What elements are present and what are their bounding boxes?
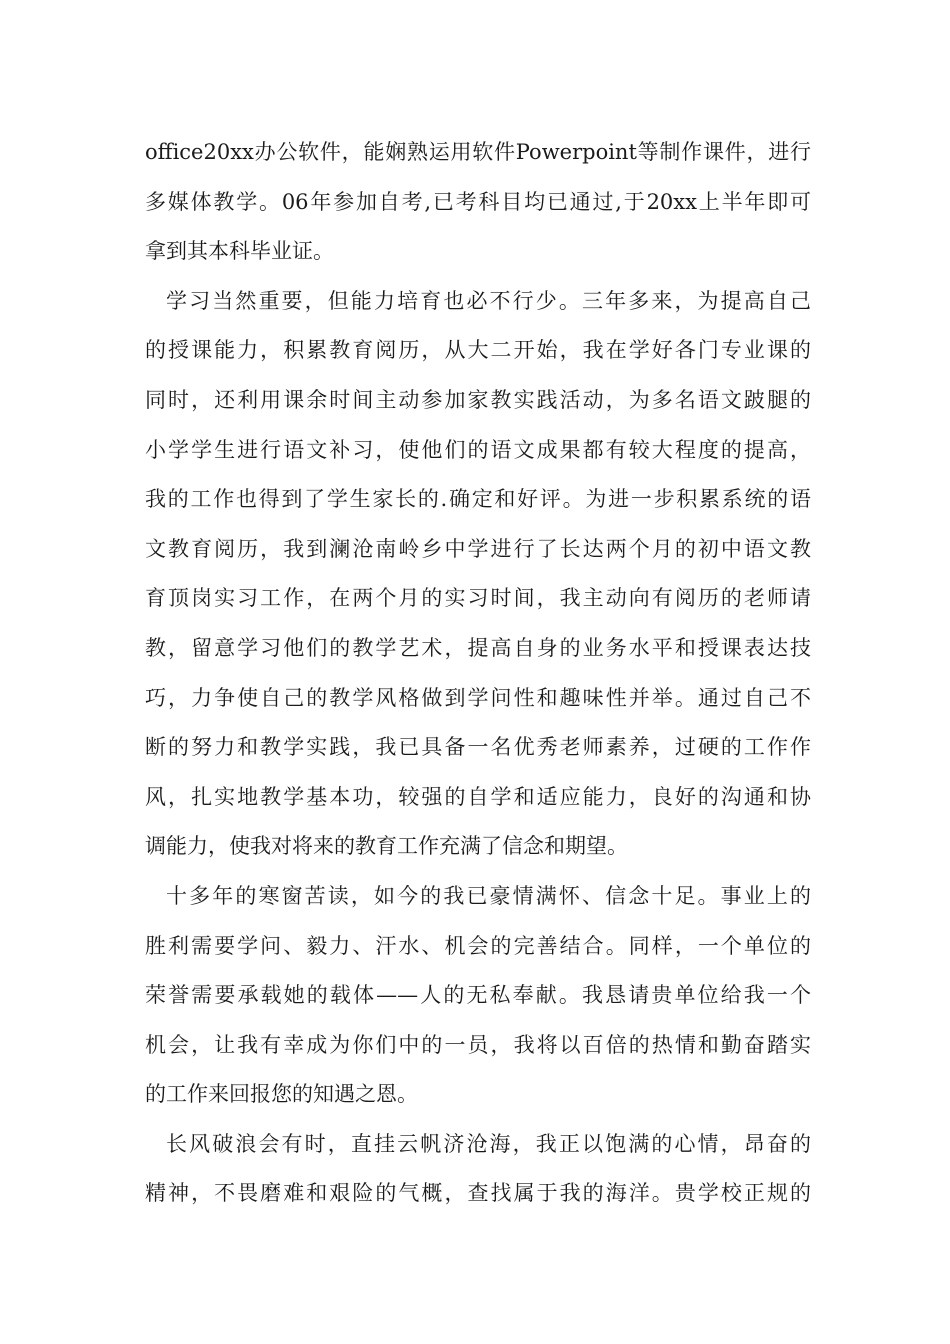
- text-line-20: 的工作来回报您的知遇之恩。: [145, 1082, 418, 1107]
- text-line-18: 荣誉需要承载她的载体——人的无私奉献。我恳请贵单位给我一个: [145, 983, 811, 1008]
- text-line-10: 育顶岗实习工作，在两个月的实习时间，我主动向有阅历的老师请: [145, 586, 811, 611]
- text-line-8: 我的工作也得到了学生家长的.确定和好评。为进一步积累系统的语: [145, 487, 811, 512]
- text-line-9: 文教育阅历，我到澜沧南岭乡中学进行了长达两个月的初中语文教: [145, 536, 811, 561]
- text-line-6: 同时，还利用课余时间主动参加家教实践活动，为多名语文跛腿的: [145, 387, 811, 412]
- text-line-22: 精神，不畏磨难和艰险的气概，查找属于我的海洋。贵学校正规的: [145, 1181, 811, 1206]
- text-line-15: 调能力，使我对将来的教育工作充满了信念和期望。: [145, 834, 628, 859]
- text-line-7: 小学学生进行语文补习，使他们的语文成果都有较大程度的提高，: [145, 437, 811, 462]
- text-line-14: 风，扎实地教学基本功，较强的自学和适应能力，良好的沟通和协: [145, 784, 811, 809]
- text-line-3: 拿到其本科毕业证。: [145, 239, 334, 264]
- text-line-17: 胜利需要学问、毅力、汗水、机会的完善结合。同样，一个单位的: [145, 933, 811, 958]
- text-line-13: 断的努力和教学实践，我已具备一名优秀老师素养，过硬的工作作: [145, 735, 811, 760]
- text-line-5: 的授课能力，积累教育阅历，从大二开始，我在学好各门专业课的: [145, 338, 811, 363]
- letter-body: [145, 128, 811, 1219]
- text-line-4: 学习当然重要，但能力培育也必不行少。三年多来，为提高自己: [166, 288, 811, 313]
- text-line-12: 巧，力争使自己的教学风格做到学问性和趣味性并举。通过自己不: [145, 685, 811, 710]
- text-line-19: 机会，让我有幸成为你们中的一员，我将以百倍的热情和勤奋踏实: [145, 1032, 811, 1057]
- text-line-16: 十多年的寒窗苦读，如今的我已豪情满怀、信念十足。事业上的: [166, 883, 811, 908]
- text-line-21: 长风破浪会有时，直挂云帆济沧海，我正以饱满的心情，昂奋的: [166, 1131, 811, 1156]
- text-line-1: office20xx办公软件，能娴熟运用软件Powerpoint等制作课件，进行: [145, 140, 811, 164]
- text-line-2: 多媒体教学。06年参加自考,已考科目均已通过,于20xx上半年即可: [145, 189, 811, 214]
- text-line-11: 教，留意学习他们的教学艺术，提高自身的业务水平和授课表达技: [145, 635, 811, 660]
